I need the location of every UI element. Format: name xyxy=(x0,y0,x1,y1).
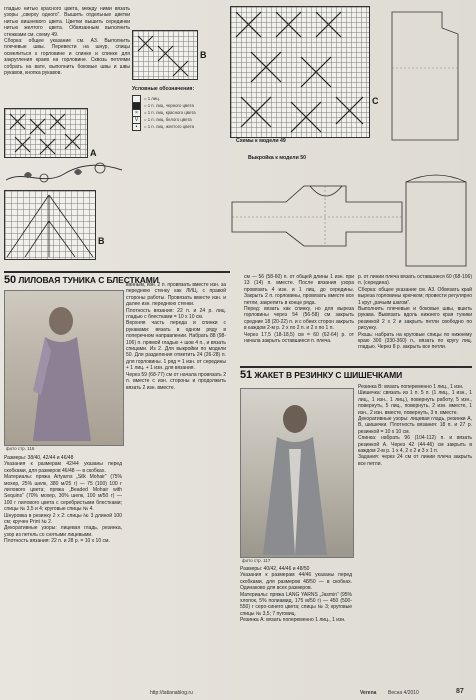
chart-b-pattern xyxy=(5,191,95,259)
chart-a-pattern xyxy=(5,109,87,157)
legend-item: × = 1 п. лиц. красного цвета xyxy=(132,109,218,116)
footer-site: http://tatianablog.ru xyxy=(150,690,193,696)
legend-symbol: × xyxy=(132,109,141,117)
legend-item: • = 1 п. лиц. желтого цвета xyxy=(132,123,218,130)
chart-small-grid xyxy=(132,30,198,80)
intro-text: гладью нитью красного цвета, между ними вязать узоры „сверху одного“. Вышить отдельные цветки нитью вишневого цвета. Цветки вышить серединки нитью желтого цвета. Обвязанным выполнить стежками см. схему 49. Сборка: общее указание см. А3. Выполнить плечевые швы. Перевести на шнур, спицы осмелиться к горловине и спинке и спинке для закругления краев на горловине. Сквозь петлями собрать на вате, выполнить боковые швы и швы рукавов, кнопка рукавов. xyxy=(4,6,130,77)
section-50-col-3: см — 56 (58-60) п. от общей длины 1 изн. при 13 (14) п. вместе. После вязания узора провязать 4 изн. и 1 лиц. до середины. Закрыть 2 п. горловины, провязать вместе все петли, закрепить в конце ряда. Перед: вязать как спинку, но для выреза горловины через 54 (56-58) см закрыть средние 18 (20-22) п. и с обеих сторон закрыть в каждом 2-м р. 2 х по 2 п. и 2 х по 1 п. Через 17,5 (18-18,5) см = 60 (62-64) р. от начала закрыть оставшиеся п. плеча. xyxy=(244,274,354,345)
charts-49-caption: Схемы к модели 49 xyxy=(236,138,286,144)
chart-b-label: B xyxy=(200,50,207,60)
chart-c-label: C xyxy=(372,96,379,106)
section-50-title: ЛИЛОВАЯ ТУНИКА С БЛЕСТКАМИ xyxy=(18,275,159,285)
legend-symbol: • xyxy=(132,123,141,131)
sleeve-pattern-outline xyxy=(382,8,468,146)
jacket-photo xyxy=(240,388,354,558)
section-50-number: 50 xyxy=(4,274,17,286)
section-51-title: ЖАКЕТ В РЕЗИНКУ С ШИШЕЧКАМИ xyxy=(254,370,403,380)
photo-caption-50: фото стр. 116 xyxy=(6,446,35,451)
section-51-col-1: Размеры: 40/42, 44/46 и 48/50 Указания к размерам 44/46 указаны перед скобками, для размеров 48/50 — в скобках. Одинаково для всех размеров. Материалы: пряжа LANG YARNS „Jasmin“ (95% хлопок, 5% полиамид, 175 м/50 г) — 450 (500-550) г серо-синего цвета; спицы № 3; круговые спицы № 3,5; 7 пуговиц. Резинка А: вязать попеременно 1 лиц., 1 изн. xyxy=(240,566,352,624)
section-50-col-2: ванным, изн. 2 п. провязать вместе изн. за переднюю стенку как ЛИЦ. с правой стороны работы. Провязать вместе изн. и далее изн. переднюю стенки. Плотность вязания: 22 п. и 24 р. лиц. гладью с блестками = 10 х 10 см. Верхняя часть переда и спинки с рукавами: вязать в одном ряду в поперечном направлении. Набрать 88 (98-106) п. прямой гладью + шов 4 п., и вязать спицами. Из 2. Для выкройки по модели 50. Для разделения отметить 24 (26-28) п. для горловины. 1 ряд = 1 изн. от середины + 1 лиц. + 1 изн. для вязания. Через 59 (68-77) см от начала провязать 2 п. вместе с изн. стороны и продолжить вязать 2 изн. вместе. xyxy=(126,282,226,391)
section-50-rule xyxy=(4,271,230,273)
chart-b-label-left: B xyxy=(98,236,105,246)
chart-c-pattern xyxy=(231,7,369,137)
section-50-col-4: р. от линии плеча вязать оставшиеся 60 (68-106) п. (середина). Сборка: общее указание см. А3. Обвязать край выреза горловины крючком; провести регулярно 1 круг „рачьим шагом“. Выполнить плечевые и боковые швы, вшить рукава. Вывязать вдоль нижнего края туники резинкой 2 х 2 и закрыть петли свободно по рисунку. Рюшь: набрать на круговые спицы по нижнему краю 300 (330-360) п., вязать по кругу лиц. гладью. Через 8 р. закрыть все петли. xyxy=(358,274,472,351)
legend-item: = 1 лиц. xyxy=(132,95,218,102)
pattern-caption: Выкройка к модели 50 xyxy=(248,155,307,161)
chart-c-grid xyxy=(230,6,370,138)
tunic-figure xyxy=(5,291,123,445)
embroidery-vine-illustration xyxy=(4,158,124,188)
chart-b-grid xyxy=(4,190,96,260)
chart-small-pattern xyxy=(133,31,197,79)
legend-title: Условные обозначения: xyxy=(132,86,195,92)
legend-item: V = 1 п. лиц. белого цвета xyxy=(132,116,218,123)
section-51-heading xyxy=(240,369,402,381)
tunic-photo xyxy=(4,290,124,446)
section-51-number: 51 xyxy=(240,369,253,381)
section-51-col-2: Резинка В: вязать попеременно 1 лиц., 1 изн. Шишечка: связать из 1 п. 5 п. (1 лиц., 1 изн., 1 лиц., 1 изн., 1 лиц.), повернуть работу, 5 изн., повернуть, 5 лиц., повернуть, 2 изн. вместе, 1 изн., 2 изн. вместе, повернуть, 3 п. вместе. Декоративные узоры: лицевая гладь, резинки А, В, шишечки. Плотность вязания: 18 п. и 27 р. резинкой = 10 х 10 см. Спинка: набрать 96 (104-112) п. и вязать резинкой А. Через 42 (44-46) см закрыть в каждом 2-м р. 1 х 4, 2 х 2 и 3 х 1 п. Задания: через 24 см от линии плеча закрыть все петли. xyxy=(358,384,472,467)
legend-symbol: V xyxy=(132,116,141,124)
section-51-rule xyxy=(240,366,472,368)
chart-a-label: A xyxy=(90,148,97,158)
chart-a-grid xyxy=(4,108,88,158)
photo-caption-51: фото стр. 117 xyxy=(242,558,271,563)
jacket-figure xyxy=(241,389,353,557)
section-50-col-1: Размеры: 38/40, 42/44 и 46/48 Указания к размерам 42/44 указаны перед скобками, для размеров 46/48 — в скобках. Материалы: пряжа Artyarns „Silk Mohair“ (75% мохер, 25% шелк, 380 м/25 г) — 75 (100) 100 г лилового цвета; пряжа „Beaded Mohair with Sequins“ (70% мохер, 30% шелк, 100 м/50 г) — 100 г лилового цвета с серебристыми блестками; спицы № 3,5 и 4; круговые спицы № 4. Шнуровка в резинку 2 х 2: спицы № 3 длиной 100 см; кручен Print № 2. Декоративные узоры: лицевая гладь, резинка, узор из петель со снятыми лицевыми. Плотность вязания: 22 п. и 28 р. = 10 х 10 см. xyxy=(4,455,122,545)
page-number: 87 xyxy=(456,688,464,695)
legend xyxy=(132,86,218,130)
footer-issue: Весна 4/2010 xyxy=(388,690,419,696)
legend-item: = 1 п. лиц. черного цвета xyxy=(132,102,218,109)
footer-mag: Verena xyxy=(360,690,377,696)
tunic-pattern-schematic xyxy=(226,162,472,270)
